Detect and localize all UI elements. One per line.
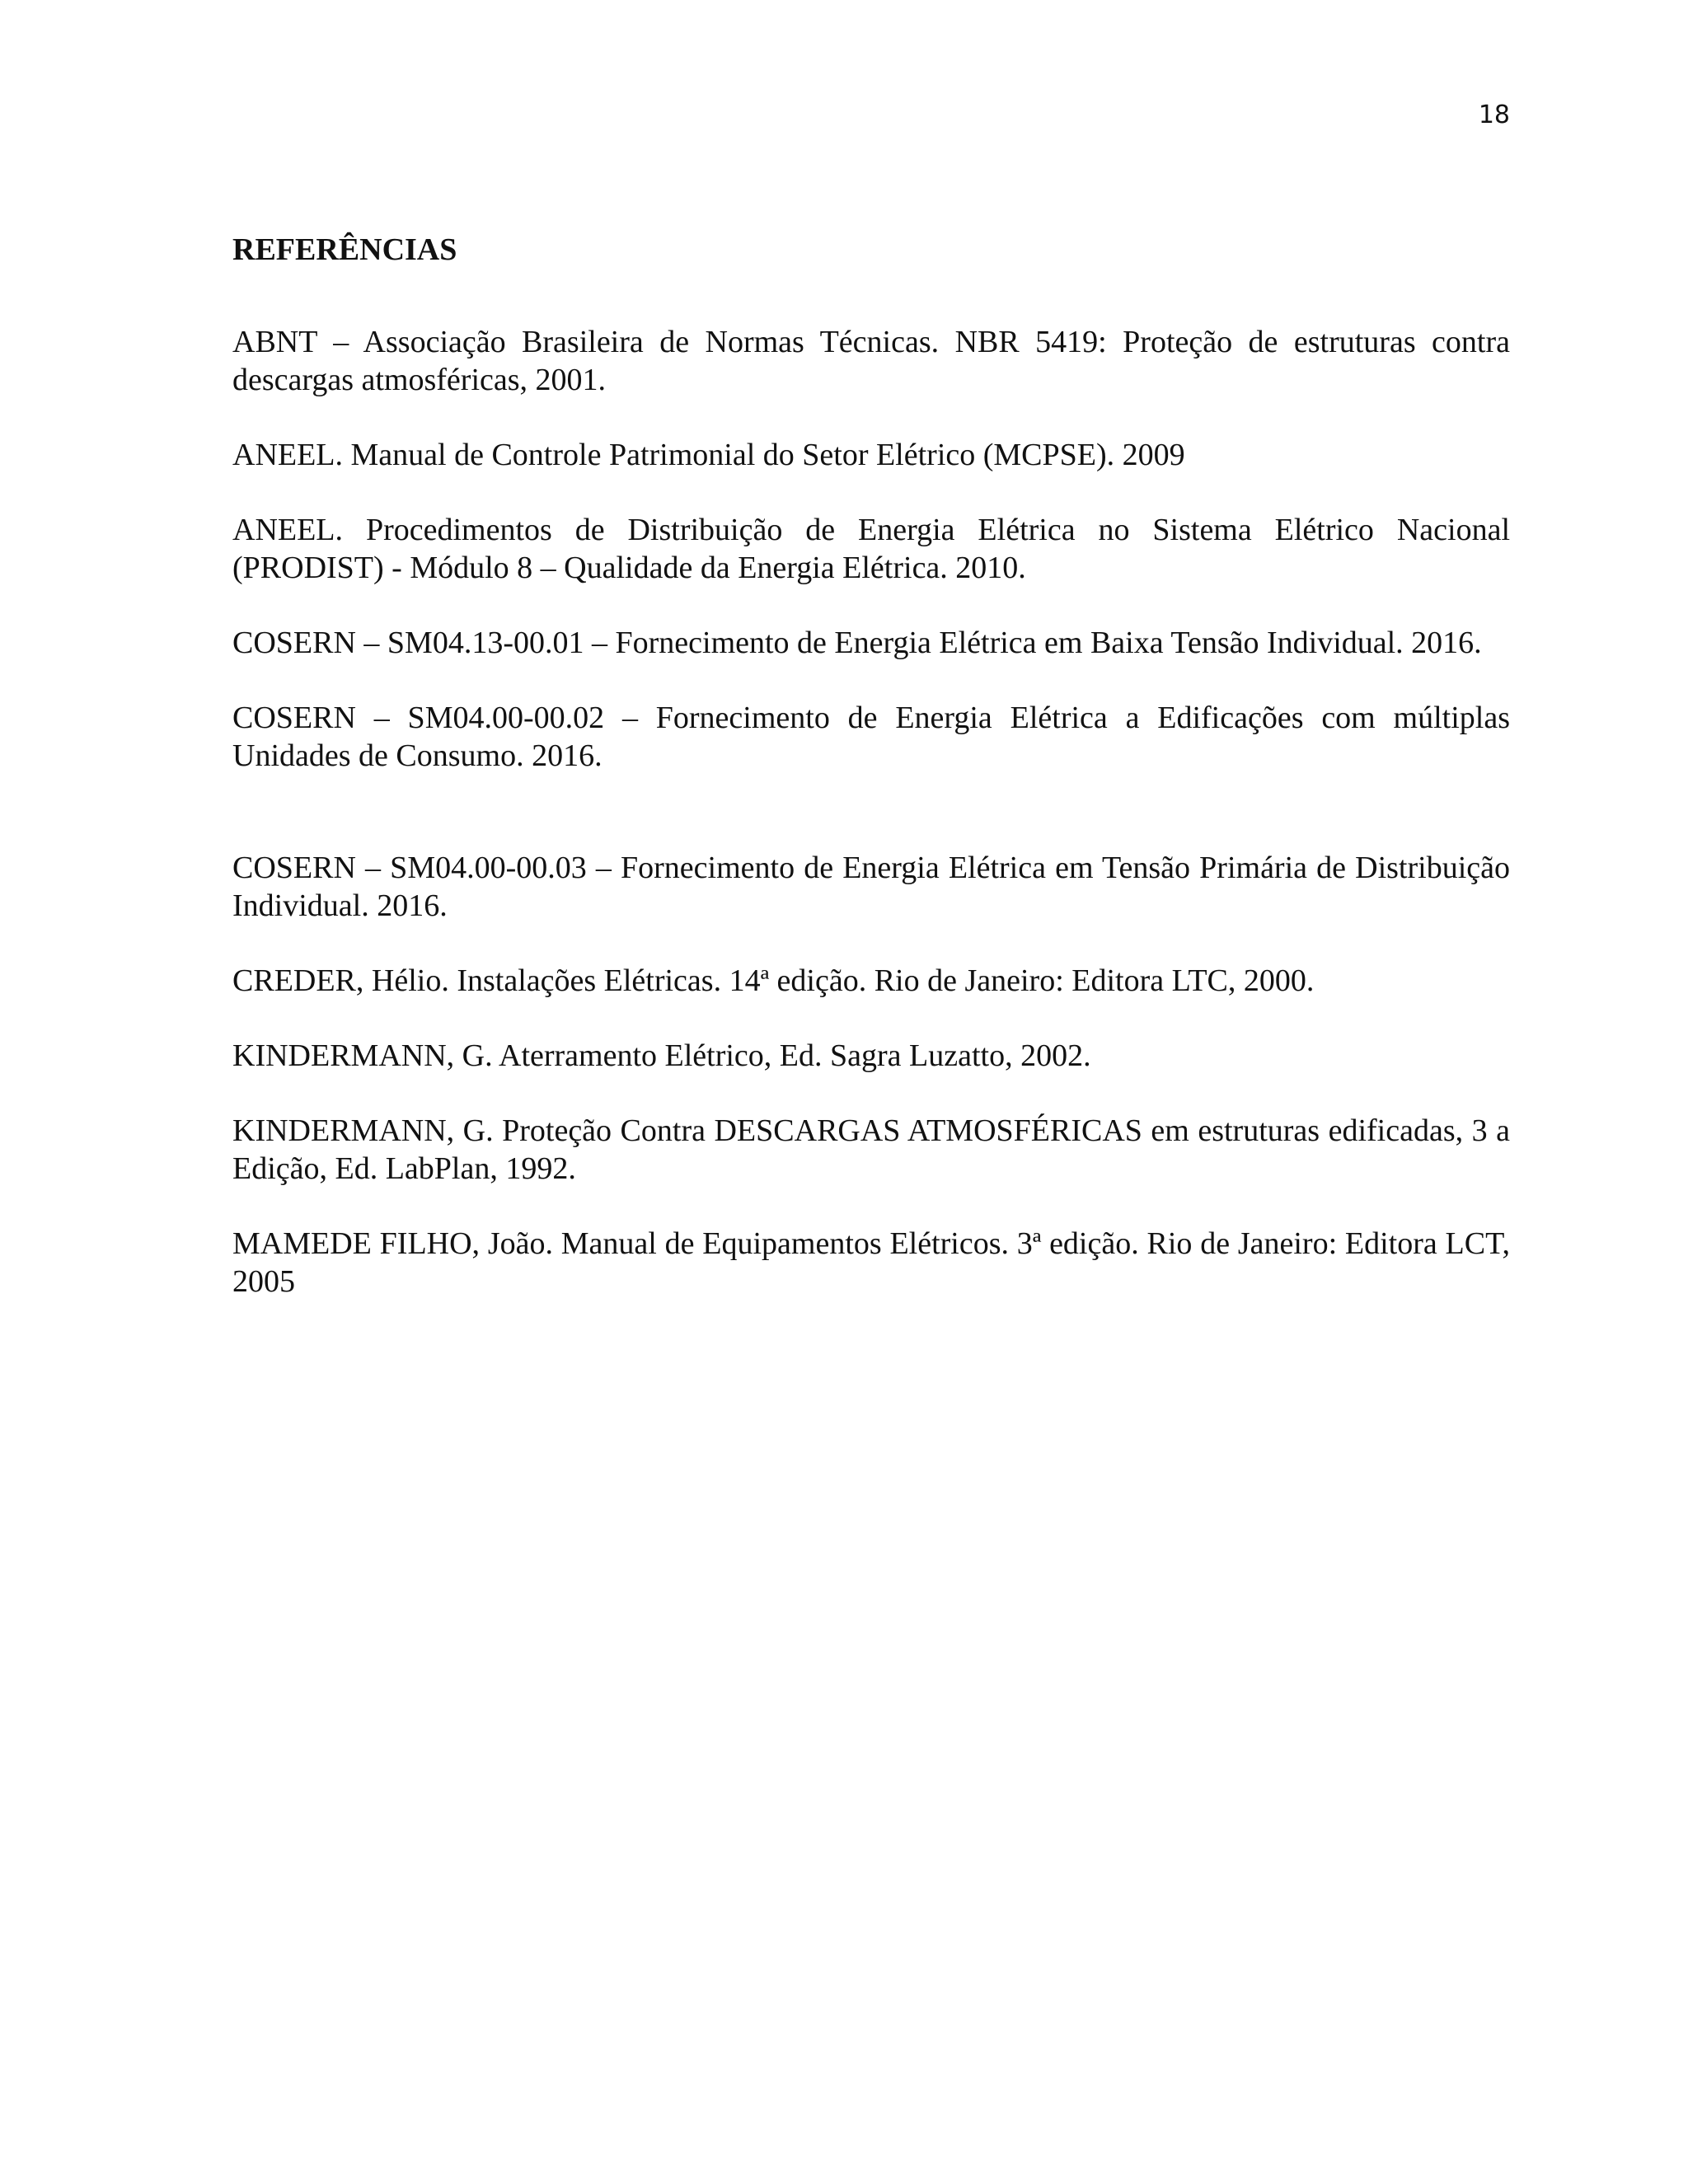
page-number: 18: [1478, 101, 1510, 129]
reference-item: COSERN – SM04.00-00.02 – Fornecimento de Energia Elétrica a Edificações com múltiplas Unidades de Consumo. 2016.: [232, 701, 1510, 773]
reference-item: CREDER, Hélio. Instalações Elétricas. 14ª edição. Rio de Janeiro: Editora LTC, 2000.: [232, 963, 1315, 998]
references-section: [232, 231, 1510, 1338]
reference-item: KINDERMANN, G. Aterramento Elétrico, Ed. Sagra Luzatto, 2002.: [232, 1038, 1091, 1073]
reference-item: ABNT – Associação Brasileira de Normas Técnicas. NBR 5419: Proteção de estruturas contra descargas atmosféricas, 2001.: [232, 325, 1510, 397]
reference-item: MAMEDE FILHO, João. Manual de Equipamentos Elétricos. 3ª edição. Rio de Janeiro: Editora LCT, 2005: [232, 1226, 1510, 1299]
section-title: REFERÊNCIAS: [232, 232, 457, 267]
reference-list: [232, 323, 1510, 1301]
reference-item: ANEEL. Manual de Controle Patrimonial do Setor Elétrico (MCPSE). 2009: [232, 438, 1185, 472]
reference-item: COSERN – SM04.00-00.03 – Fornecimento de Energia Elétrica em Tensão Primária de Distribuição Individual. 2016.: [232, 851, 1510, 923]
reference-item: ANEEL. Procedimentos de Distribuição de Energia Elétrica no Sistema Elétrico Nacional (PRODIST) - Módulo 8 – Qualidade da Energia Elétrica. 2010.: [232, 513, 1510, 585]
reference-item: COSERN – SM04.13-00.01 – Fornecimento de Energia Elétrica em Baixa Tensão Individual. 2016.: [232, 626, 1482, 660]
reference-item: KINDERMANN, G. Proteção Contra DESCARGAS ATMOSFÉRICAS em estruturas edificadas, 3 a Edição, Ed. LabPlan, 1992.: [232, 1113, 1510, 1186]
